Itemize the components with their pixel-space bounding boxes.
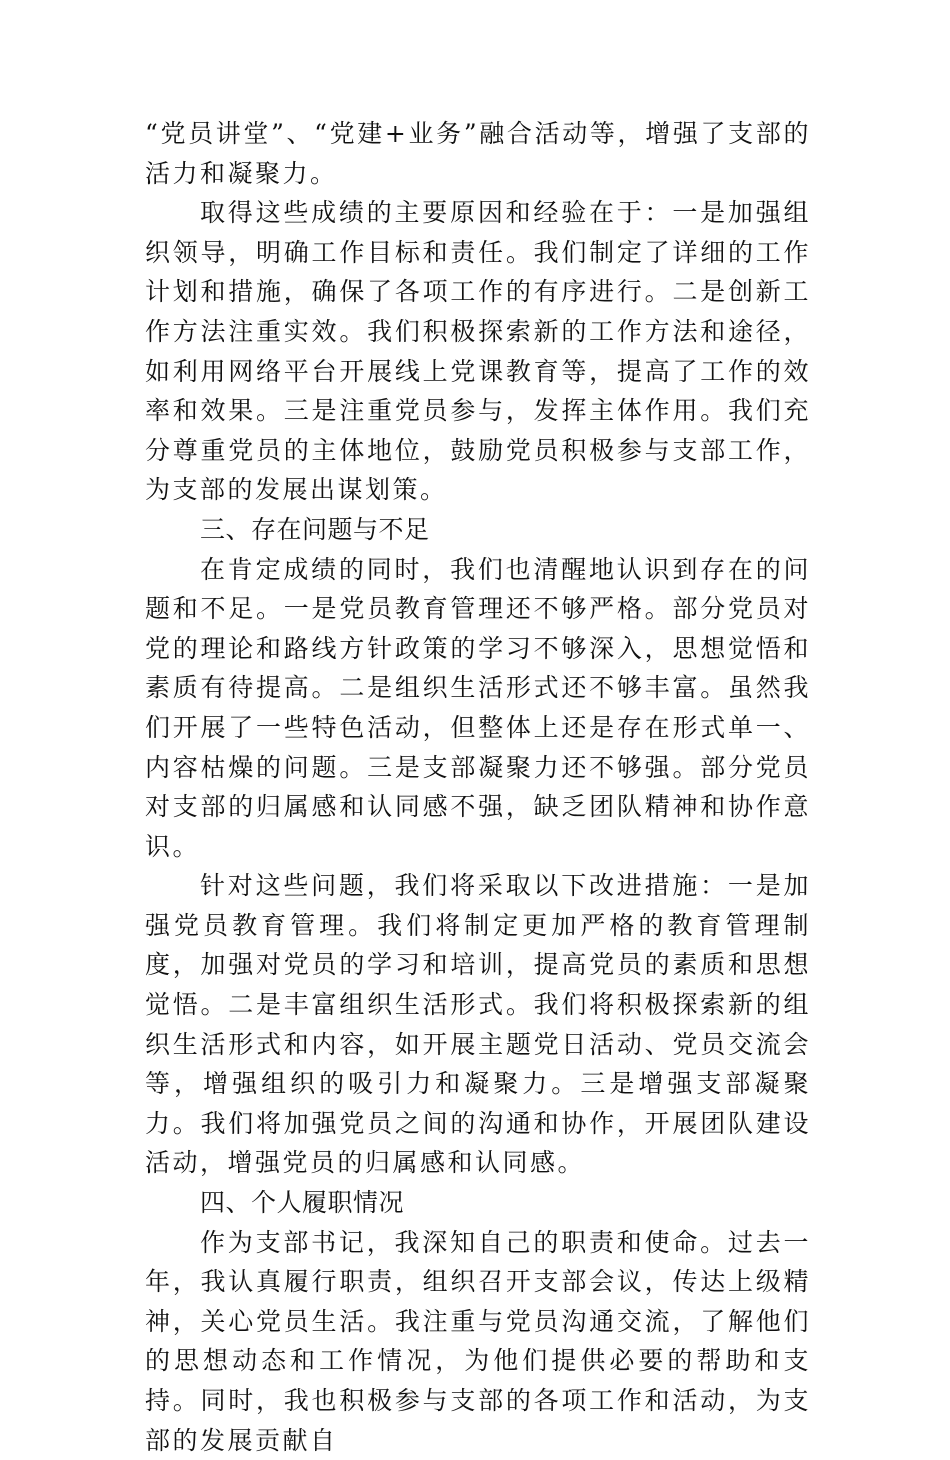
document-body	[145, 114, 811, 1460]
section-heading-duties: 四、个人履职情况	[200, 1188, 405, 1218]
paragraph-problems: 在肯定成绩的同时，我们也清醒地认识到存在的问题和不足。一是党员教育管理还不够严格。部分党员对党的理论和路线方针政策的学习不够深入，思想觉悟和素质有待提高。二是组织生活形式还不够丰富。虽然我们开展了一些特色活动，但整体上还是存在形式单一、内容枯燥的问题。三是支部凝聚力还不够强。部分党员对支部的归属感和认同感不强，缺乏团队精神和协作意识。	[145, 554, 811, 861]
paragraph-continuation: “党员讲堂”、“党建+业务”融合活动等，增强了支部的活力和凝聚力。	[145, 119, 811, 188]
paragraph-improvements: 针对这些问题，我们将采取以下改进措施：一是加强党员教育管理。我们将制定更加严格的教育管理制度，加强对党员的学习和培训，提高党员的素质和思想觉悟。二是丰富组织生活形式。我们将积极探索新的组织生活形式和内容，如开展主题党日活动、党员交流会等，增强组织的吸引力和凝聚力。三是增强支部凝聚力。我们将加强党员之间的沟通和协作，开展团队建设活动，增强党员的归属感和认同感。	[145, 871, 811, 1178]
paragraph-experience: 取得这些成绩的主要原因和经验在于：一是加强组织领导，明确工作目标和责任。我们制定了详细的工作计划和措施，确保了各项工作的有序进行。二是创新工作方法注重实效。我们积极探索新的工作方法和途径，如利用网络平台开展线上党课教育等，提高了工作的效率和效果。三是注重党员参与，发挥主体作用。我们充分尊重党员的主体地位，鼓励党员积极参与支部工作，为支部的发展出谋划策。	[145, 198, 811, 505]
section-heading-problems: 三、存在问题与不足	[200, 514, 430, 544]
paragraph-duties: 作为支部书记，我深知自己的职责和使命。过去一年，我认真履行职责，组织召开支部会议，传达上级精神，关心党员生活。我注重与党员沟通交流，了解他们的思想动态和工作情况，为他们提供必要的帮助和支持。同时，我也积极参与支部的各项工作和活动，为支部的发展贡献自	[145, 1227, 811, 1455]
